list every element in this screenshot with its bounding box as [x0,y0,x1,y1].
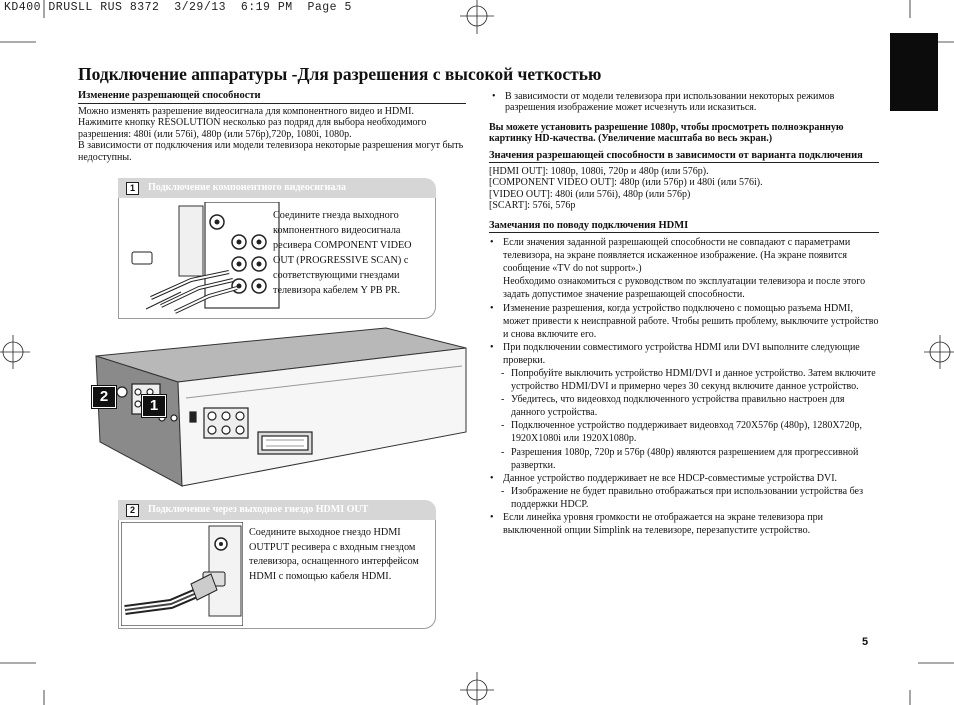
component-box [118,178,436,319]
component-box-body [118,198,436,319]
hdmi-notes [489,236,881,537]
hdmi-box-text: Соедините выходное гнездо HDMI OUTPUT ресивера с входным гнездом телевизора, оснащенного интерфейсом HDMI с помощью кабеля HDMI. [249,527,419,582]
top-bullets [489,91,881,114]
list-item: • Данное устройство поддерживает не все HDCP-совместимые устройства DVI. [489,472,881,485]
component-box-label: Подключение компонентного видеосигнала [148,182,347,193]
bold-note: Вы можете установить разрешение 1080p, чтобы просмотреть полноэкранную картинку HD-качества. (Увеличение масштаба во весь экран.) [489,121,844,145]
list-item: - Разрешения 1080p, 720p и 576p (480p) являются разрешением для прогрессивной развертки. [489,446,881,472]
resolution-values-heading: Значения разрешающей способности в зависимости от варианта подключения [489,149,863,161]
list-item: • В зависимости от модели телевизора при использовании некоторых режимов разрешения изображение может исчезнуть или исказиться. [491,91,881,114]
list-item: - Изображение не будет правильно отображаться при использовании устройства без поддержки HDCP. [489,485,881,511]
divider [489,162,879,163]
page-number: 5 [862,636,869,648]
divider [78,103,466,104]
list-item: - Попробуйте выключить устройство HDMI/DVI и данное устройство. Затем включите устройство HDMI/DVI и примерно через 30 секунд включите данное устройство. [489,367,881,393]
list-item: • Изменение разрешения, когда устройство подключено с помощью разъема HDMI, может привести к неисправной работе. Чтобы решить проблему, выключите устройство и снова включите его. [489,302,881,341]
intro-text [78,106,468,163]
hdmi-box-label: Подключение через выходное гнездо HDMI OUT [148,504,369,515]
divider [489,232,879,233]
right-column [489,91,881,537]
resolution-values [489,166,881,212]
device-marker-1: 1 [142,395,166,417]
resolution-line: [HDMI OUT]: 1080p, 1080i, 720p и 480p (или 576p). [489,166,709,178]
chapter-tab [890,33,938,111]
hdmi-box [118,500,436,629]
component-connection-illustration [121,202,283,314]
list-item: - Убедитесь, что видеовход подключенного устройства правильно настроен для данного устройства. [489,393,881,419]
intro-line: Можно изменять разрешение видеосигнала для компонентного видео и HDMI. [78,106,414,117]
box-number: 1 [126,182,139,195]
resolution-heading: Изменение разрешающей способности [78,90,261,101]
resolution-line: [SCART]: 576i, 576p [489,200,576,212]
resolution-line: [VIDEO OUT]: 480i (или 576i), 480p (или 576p) [489,188,691,200]
box-number: 2 [126,504,139,517]
hdmi-box-body [118,520,436,629]
intro-line: В зависимости от подключения или модели телевизора некоторые разрешения могут быть недоступны. [78,140,464,163]
resolution-line: [COMPONENT VIDEO OUT]: 480p (или 576p) и 480i (или 576i). [489,177,763,189]
list-item: • При подключении совместимого устройства HDMI или DVI выполните следующие проверки. [489,341,881,367]
list-item: • Если линейка уровня громкости не отображается на экране телевизора при выключенной опции Simplink на телевизоре, перезапустите устройство. [489,511,881,537]
list-item: Необходимо ознакомиться с руководством по эксплуатации телевизора и после этого задать допустимое значение разрешающей способности. [503,276,866,301]
intro-line: Нажимите кнопку RESOLUTION несколько раз подряд для выбора необходимого разрешения: 480i (или 576i), 480p (или 576p),720p, 1080i, 1080p. [78,117,427,140]
component-box-text: Соедините гнезда выходного компонентного видеосигнала ресивера COMPONENT VIDEO OUT (PROGRESSIVE SCAN) с соответствующими гнездами телевизора кабелем Y PB PR. [273,210,412,296]
list-item: • Если значения заданной разрешающей способности не совпадают с параметрами телевизора, на экране появляется искаженное изображение. (На экране появится сообщение «TV do not support».) [489,236,881,275]
component-box-header [118,178,436,198]
list-item: - Подключенное устройство поддерживает видеовход 720X576p (480p), 1280X720p, 1920X1080i или 1920X1080p. [489,419,881,445]
hdmi-connection-illustration [121,522,243,626]
device-marker-2: 2 [92,386,116,408]
hdmi-notes-heading: Замечания по поводу подключения HDMI [489,219,689,231]
hdmi-box-header [118,500,436,520]
print-slug: KD400 DRUSLL RUS 8372 3/29/13 6:19 PM Page 5 [4,1,352,14]
page-title: Подключение аппаратуры -Для разрешения с высокой четкостью [78,64,602,84]
